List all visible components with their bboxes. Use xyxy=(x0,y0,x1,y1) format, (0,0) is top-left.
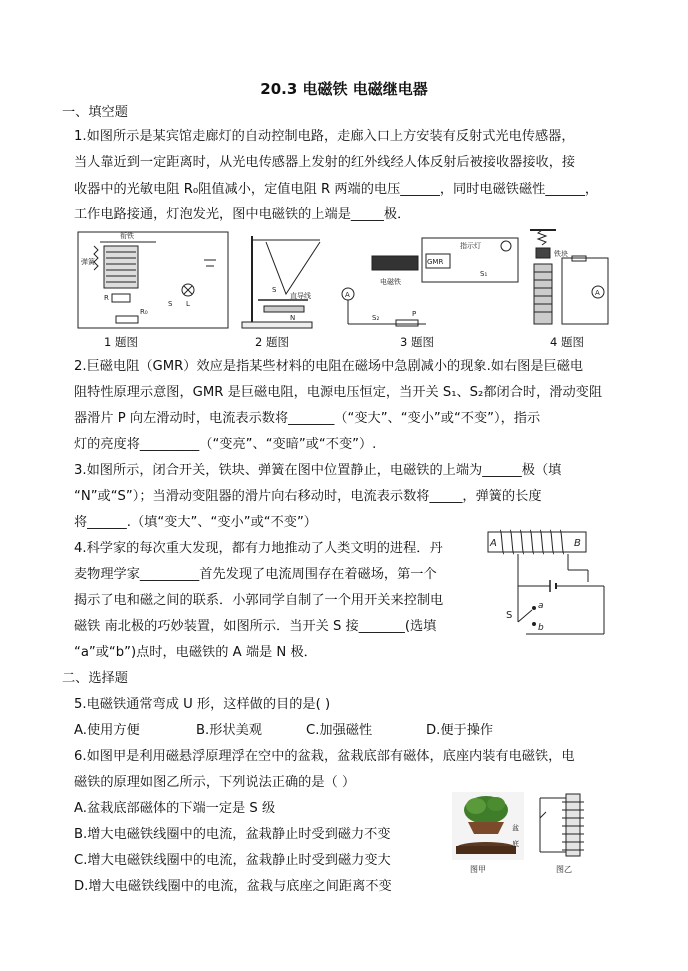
q6-option-b: B.增大电磁铁线圈中的电流，盆栽静止时受到磁力不变 xyxy=(74,827,391,842)
q5-stem: 5.电磁铁通常弯成 U 形，这样做的目的是( ) xyxy=(74,697,331,712)
q1-line-4: 工作电路接通，灯泡发光，图中电磁铁的上端是_____极． xyxy=(74,207,411,222)
caption-fig-1: 1 题图 xyxy=(104,335,138,349)
q2-line-3: 器滑片 P 向左滑动时，电流表示数将_______（“变大”、“变小”或“不变”），指示 xyxy=(74,411,541,426)
f3-p-label: P xyxy=(412,310,417,318)
q5-option-c: C.加强磁性 xyxy=(306,723,373,738)
caption-fig-4: 4 题图 xyxy=(550,335,584,349)
q3-line-2: “N”或“S”）；当滑动变阻器的滑片向右移动时，电流表示数将_____，弹簧的长度 xyxy=(74,489,542,504)
f3-s2-label: S₂ xyxy=(372,314,380,322)
f1-l-label: L xyxy=(186,300,190,308)
f3-s1-label: S₁ xyxy=(480,270,488,278)
coil-diagram xyxy=(540,794,584,856)
q1-line-1: 1.如图所示是某宾馆走廊灯的自动控制电路，走廊入口上方安装有反射式光电传感器， xyxy=(74,129,575,144)
q6-pen-label: 盆 xyxy=(512,824,519,832)
q6-line-2: 磁铁的原理如图乙所示，下列说法正确的是（ ） xyxy=(74,775,356,790)
f3-em-label: 电磁铁 xyxy=(380,278,401,286)
figure-3-gmr-circuit xyxy=(342,238,518,326)
f2-wire-label: 直导线 xyxy=(290,292,311,300)
f2-s-label: S xyxy=(272,286,277,294)
q2-line-1: 2.巨磁电阻（GMR）效应是指某些材料的电阻在磁场中急剧减小的现象.如右图是巨磁电 xyxy=(74,359,584,374)
f1-spring-label: 弹簧 xyxy=(81,258,95,266)
figure-row-q1-q4 xyxy=(76,228,616,334)
q6-line-1: 6.如图甲是利用磁悬浮原理浮在空中的盆栽，盆栽底部有磁体，底座内装有电磁铁，电 xyxy=(74,749,575,764)
q6-option-c: C.增大电磁铁线圈中的电流，盆栽静止时受到磁力变大 xyxy=(74,853,391,868)
page-title: 20.3 电磁铁 电磁继电器 xyxy=(260,80,428,98)
figure-4-spring-iron xyxy=(530,230,608,324)
q3-line-1: 3.如图所示，闭合开关，铁块、弹簧在图中位置静止，电磁铁的上端为______极（填 xyxy=(74,463,562,478)
section-fill-in: 一、填空题 xyxy=(62,105,128,120)
q2-line-2: 阻特性原理示意图，GMR 是巨磁电阻，电源电压恒定，当开关 S₁、S₂都闭合时，滑动变阻 xyxy=(74,385,603,400)
q5-option-b: B.形状美观 xyxy=(196,723,262,738)
q2-line-4: 灯的亮度将_________（“变亮”、“变暗”或“不变”）. xyxy=(74,437,377,452)
f1-armature-label: 衔铁 xyxy=(120,232,134,240)
q3-line-3: 将______.（填“变大”、“变小”或“不变”） xyxy=(74,515,317,530)
f4-a-label: A xyxy=(595,289,600,297)
figure-q4-switch-electromagnet xyxy=(484,526,614,642)
figure-q6-maglev-plant xyxy=(448,790,618,876)
caption-fig-2: 2 题图 xyxy=(255,335,289,349)
f3-a-label: A xyxy=(345,291,350,299)
figure-1-relay-circuit xyxy=(78,231,228,328)
q4-fig-switch-label: S xyxy=(506,610,513,621)
q6-fig-jia-caption: 图甲 xyxy=(470,865,486,874)
section-choice: 二、选择题 xyxy=(62,671,128,686)
q6-zuo-label: 底 xyxy=(512,840,519,848)
f1-r-label: R xyxy=(104,294,109,302)
f4-iron-label: 铁块 xyxy=(554,250,568,258)
q4-fig-b-end-label: B xyxy=(574,538,581,549)
q4-line-3: 揭示了电和磁之间的联系．小郭同学自制了一个用开关来控制电 xyxy=(74,593,444,608)
q6-option-d: D.增大电磁铁线圈中的电流，盆栽与底座之间距离不变 xyxy=(74,879,392,894)
f1-r0-label: R₀ xyxy=(140,308,148,316)
q4-line-5: “a”或“b”)点时，电磁铁的 A 端是 N 极． xyxy=(74,645,317,660)
q4-line-2: 麦物理学家_________首先发现了电流周围存在着磁场，第一个 xyxy=(74,567,437,582)
figure-2-wire-magnet xyxy=(242,236,320,328)
q5-option-d: D.便于操作 xyxy=(426,723,494,738)
f3-lamp-label: 指示灯 xyxy=(460,242,481,250)
q4-line-1: 4.科学家的每次重大发现，都有力地推动了人类文明的进程．丹 xyxy=(74,541,443,556)
q4-fig-a-contact-label: a xyxy=(538,601,544,611)
q4-line-4: 磁铁 南北极的巧妙装置，如图所示．当开关 S 接_______(选填 xyxy=(74,619,437,634)
f2-n-label: N xyxy=(290,314,296,322)
q4-fig-a-end-label: A xyxy=(490,538,497,549)
q6-fig-yi-caption: 图乙 xyxy=(556,865,572,874)
q6-option-a: A.盆栽底部磁体的下端一定是 S 级 xyxy=(74,801,276,816)
q1-line-3: 收器中的光敏电阻 R₀阻值减小，定值电阻 R 两端的电压______，同时电磁铁磁性______， xyxy=(74,182,599,197)
caption-fig-3: 3 题图 xyxy=(400,335,434,349)
f3-gmr-label: GMR xyxy=(427,258,444,266)
q4-fig-b-contact-label: b xyxy=(538,623,544,633)
q1-line-2: 当人靠近到一定距离时，从光电传感器上发射的红外线经人体反射后被接收器接收，接 xyxy=(74,155,576,170)
q5-option-a: A.使用方便 xyxy=(74,723,140,738)
f1-s-label: S xyxy=(168,300,173,308)
